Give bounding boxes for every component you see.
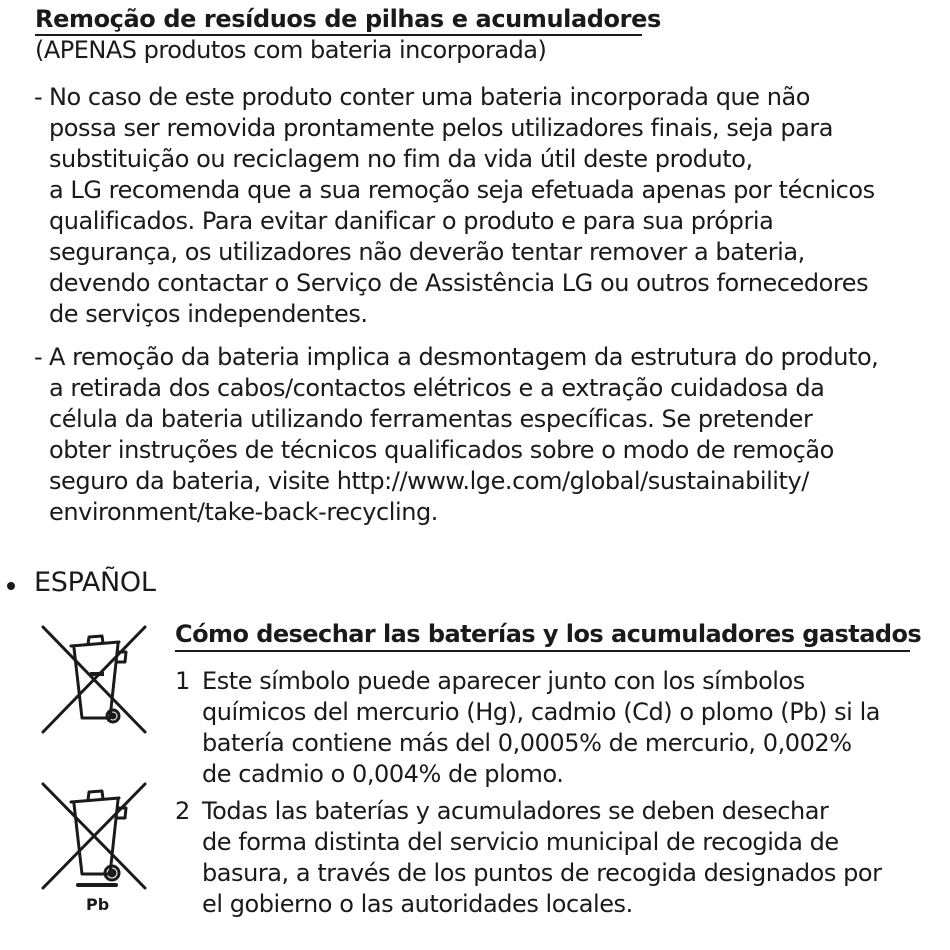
crossed-out-wheelie-bin-icon: [38, 622, 150, 738]
dash-item-text: [49, 342, 934, 528]
text-line: segurança, os utilizadores não deverão tentar remover a bateria,: [49, 238, 805, 266]
numbered-item-text: [202, 796, 935, 920]
dash-item-text: [49, 82, 934, 330]
text-line: a retirada dos cabos/contactos elétricos e a extração cuidadosa da: [49, 374, 825, 402]
text-line: A remoção da bateria implica a desmontagem da estrutura do produto,: [49, 343, 879, 371]
text-line: No caso de este produto conter uma bateria incorporada que não: [49, 83, 811, 111]
es-numbered-item-1: [175, 666, 935, 790]
crossed-out-wheelie-bin-pb-icon: [38, 782, 150, 914]
pt-section-heading: Remoção de resíduos de pilhas e acumuladores: [35, 5, 661, 33]
text-line: a LG recomenda que a sua remoção seja efetuada apenas por técnicos: [49, 176, 875, 204]
item-number: 1: [175, 667, 190, 695]
pt-section-subheading: (APENAS produtos com bateria incorporada): [35, 36, 547, 64]
es-section-heading: Cómo desechar las baterías y los acumuladores gastados: [175, 620, 922, 648]
text-line: de serviços independentes.: [49, 300, 368, 328]
text-line: Todas las baterías y acumuladores se deben desechar: [202, 797, 829, 825]
text-line: de forma distinta del servicio municipal de recogida de: [202, 828, 839, 856]
text-line: químicos del mercurio (Hg), cadmio (Cd) o plomo (Pb) si la: [202, 698, 881, 726]
language-bullet: [7, 582, 15, 590]
text-line: possa ser removida prontamente pelos utilizadores finais, seja para: [49, 114, 834, 142]
text-line: Este símbolo puede aparecer junto con los símbolos: [202, 667, 805, 695]
pt-dash-item-2: [34, 342, 934, 528]
text-line: environment/take-back-recycling.: [49, 498, 438, 526]
text-line: de cadmio o 0,004% de plomo.: [202, 760, 564, 788]
text-line: batería contiene más del 0,0005% de mercurio, 0,002%: [202, 729, 852, 757]
es-numbered-item-2: [175, 796, 935, 920]
numbered-item-text: [202, 666, 935, 790]
pb-label: Pb: [86, 895, 110, 914]
text-line: seguro da bateria, visite http://www.lge.com/global/sustainability/: [49, 467, 809, 495]
dash-marker: -: [34, 343, 43, 371]
text-line: basura, a través de los puntos de recogida designados por: [202, 859, 882, 887]
text-line: el gobierno o las autoridades locales.: [202, 890, 633, 918]
item-number: 2: [175, 797, 190, 825]
dash-marker: -: [34, 83, 43, 111]
pt-dash-item-1: [34, 82, 934, 330]
text-line: qualificados. Para evitar danificar o produto e para sua própria: [49, 207, 774, 235]
text-line: obter instruções de técnicos qualificados sobre o modo de remoção: [49, 436, 834, 464]
language-title: ESPAÑOL: [34, 567, 156, 598]
text-line: célula da bateria utilizando ferramentas específicas. Se pretender: [49, 405, 813, 433]
es-heading-underline: [175, 650, 910, 652]
text-line: devendo contactar o Serviço de Assistência LG ou outros fornecedores: [49, 269, 869, 297]
text-line: substituição ou reciclagem no fim da vida útil deste produto,: [49, 145, 753, 173]
